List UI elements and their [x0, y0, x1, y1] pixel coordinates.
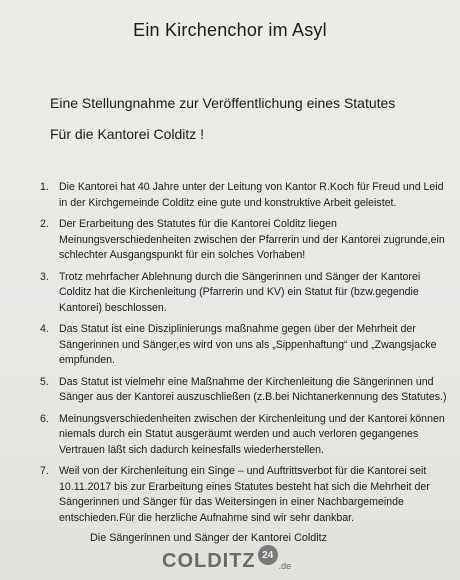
list-item [28, 217, 453, 264]
list-item-number: 7. [40, 465, 49, 477]
signature-line: Die Sängerinnen und Sänger der Kantorei Colditz [90, 532, 328, 544]
list-item [28, 412, 453, 459]
list-item-text: Weil von der Kirchenleitung ein Singe – und Auftrittsverbot für die Kantorei seit 10.11.2017 bis zur Erarbeitung eines Statutes besteht hat sich die Mehrheit der Sängerinnen und Sänger für das Weitersingen in einer Nachbargemeinde entschieden.Für die herzliche Aufnahme sind wir sehr dankbar. [59, 465, 430, 524]
watermark-domain-suffix: .de [278, 561, 292, 571]
numbered-statement-list [28, 180, 453, 532]
list-item-text: Die Kantorei hat 40 Jahre unter der Leitung von Kantor R.Koch für Freud und Leid in der Kirchgemeinde Colditz eine gute und konstruktive Arbeit geleistet. [59, 181, 444, 209]
list-item-number: 4. [40, 323, 49, 335]
list-item-text: Meinungsverschiedenheiten zwischen der Kirchenleitung und der Kantorei können niemals durch ein Statut ausgeräumt werden und auch verloren gegangenes Vertrauen läßt sich dadurch keinesfalls wiederherstellen. [59, 412, 445, 456]
list-item-number: 3. [40, 270, 49, 283]
watermark-logo [162, 548, 291, 574]
list-item [28, 270, 453, 317]
statement-subtitle-second-line: Für die Kantorei Colditz ! [50, 126, 205, 142]
document-title: Ein Kirchenchor im Asyl [133, 20, 327, 40]
watermark-badge: 24 [258, 545, 278, 565]
list-item-number: 5. [40, 375, 49, 388]
list-item-text: Das Statut ist eine Disziplinierungs maßnahme gegen über der Mehrheit der Sängerinnen und Sänger,es wird von uns als „Sippenhaftung“ und „Zwangsjacke empfunden. [59, 323, 437, 366]
list-item [28, 464, 453, 526]
list-item [28, 180, 453, 211]
list-item-text: Das Statut ist vielmehr eine Maßnahme der Kirchenleitung die Sängerinnen und Sänger aus der Kantorei auszuschließen (z.B.bei Nichtanerkennung des Statutes.) [59, 375, 447, 403]
list-item-text: Trotz mehrfacher Ablehnung durch die Sängerinnen und Sänger der Kantorei Colditz hat die Kirchenleitung (Pfarrerin und KV) ein Statut für (bzw.gegendie Kantorei) beschlossen. [59, 270, 421, 314]
list-item-number: 2. [40, 218, 49, 230]
list-item-text: Der Erarbeitung des Statutes für die Kantorei Colditz liegen Meinungsverschiedenheiten zwischen der Pfarrerin und der Kantorei zugrunde,ein schlechter Ausgangspunkt für ein solches Vorhaben! [59, 218, 445, 261]
list-item-number: 1. [40, 181, 49, 193]
watermark-logo-text: COLDITZ [162, 549, 256, 572]
statement-subtitle: Eine Stellungnahme zur Veröffentlichung eines Statutes [50, 95, 396, 111]
list-item [28, 375, 453, 406]
list-item-number: 6. [40, 412, 49, 425]
list-item [28, 322, 453, 369]
